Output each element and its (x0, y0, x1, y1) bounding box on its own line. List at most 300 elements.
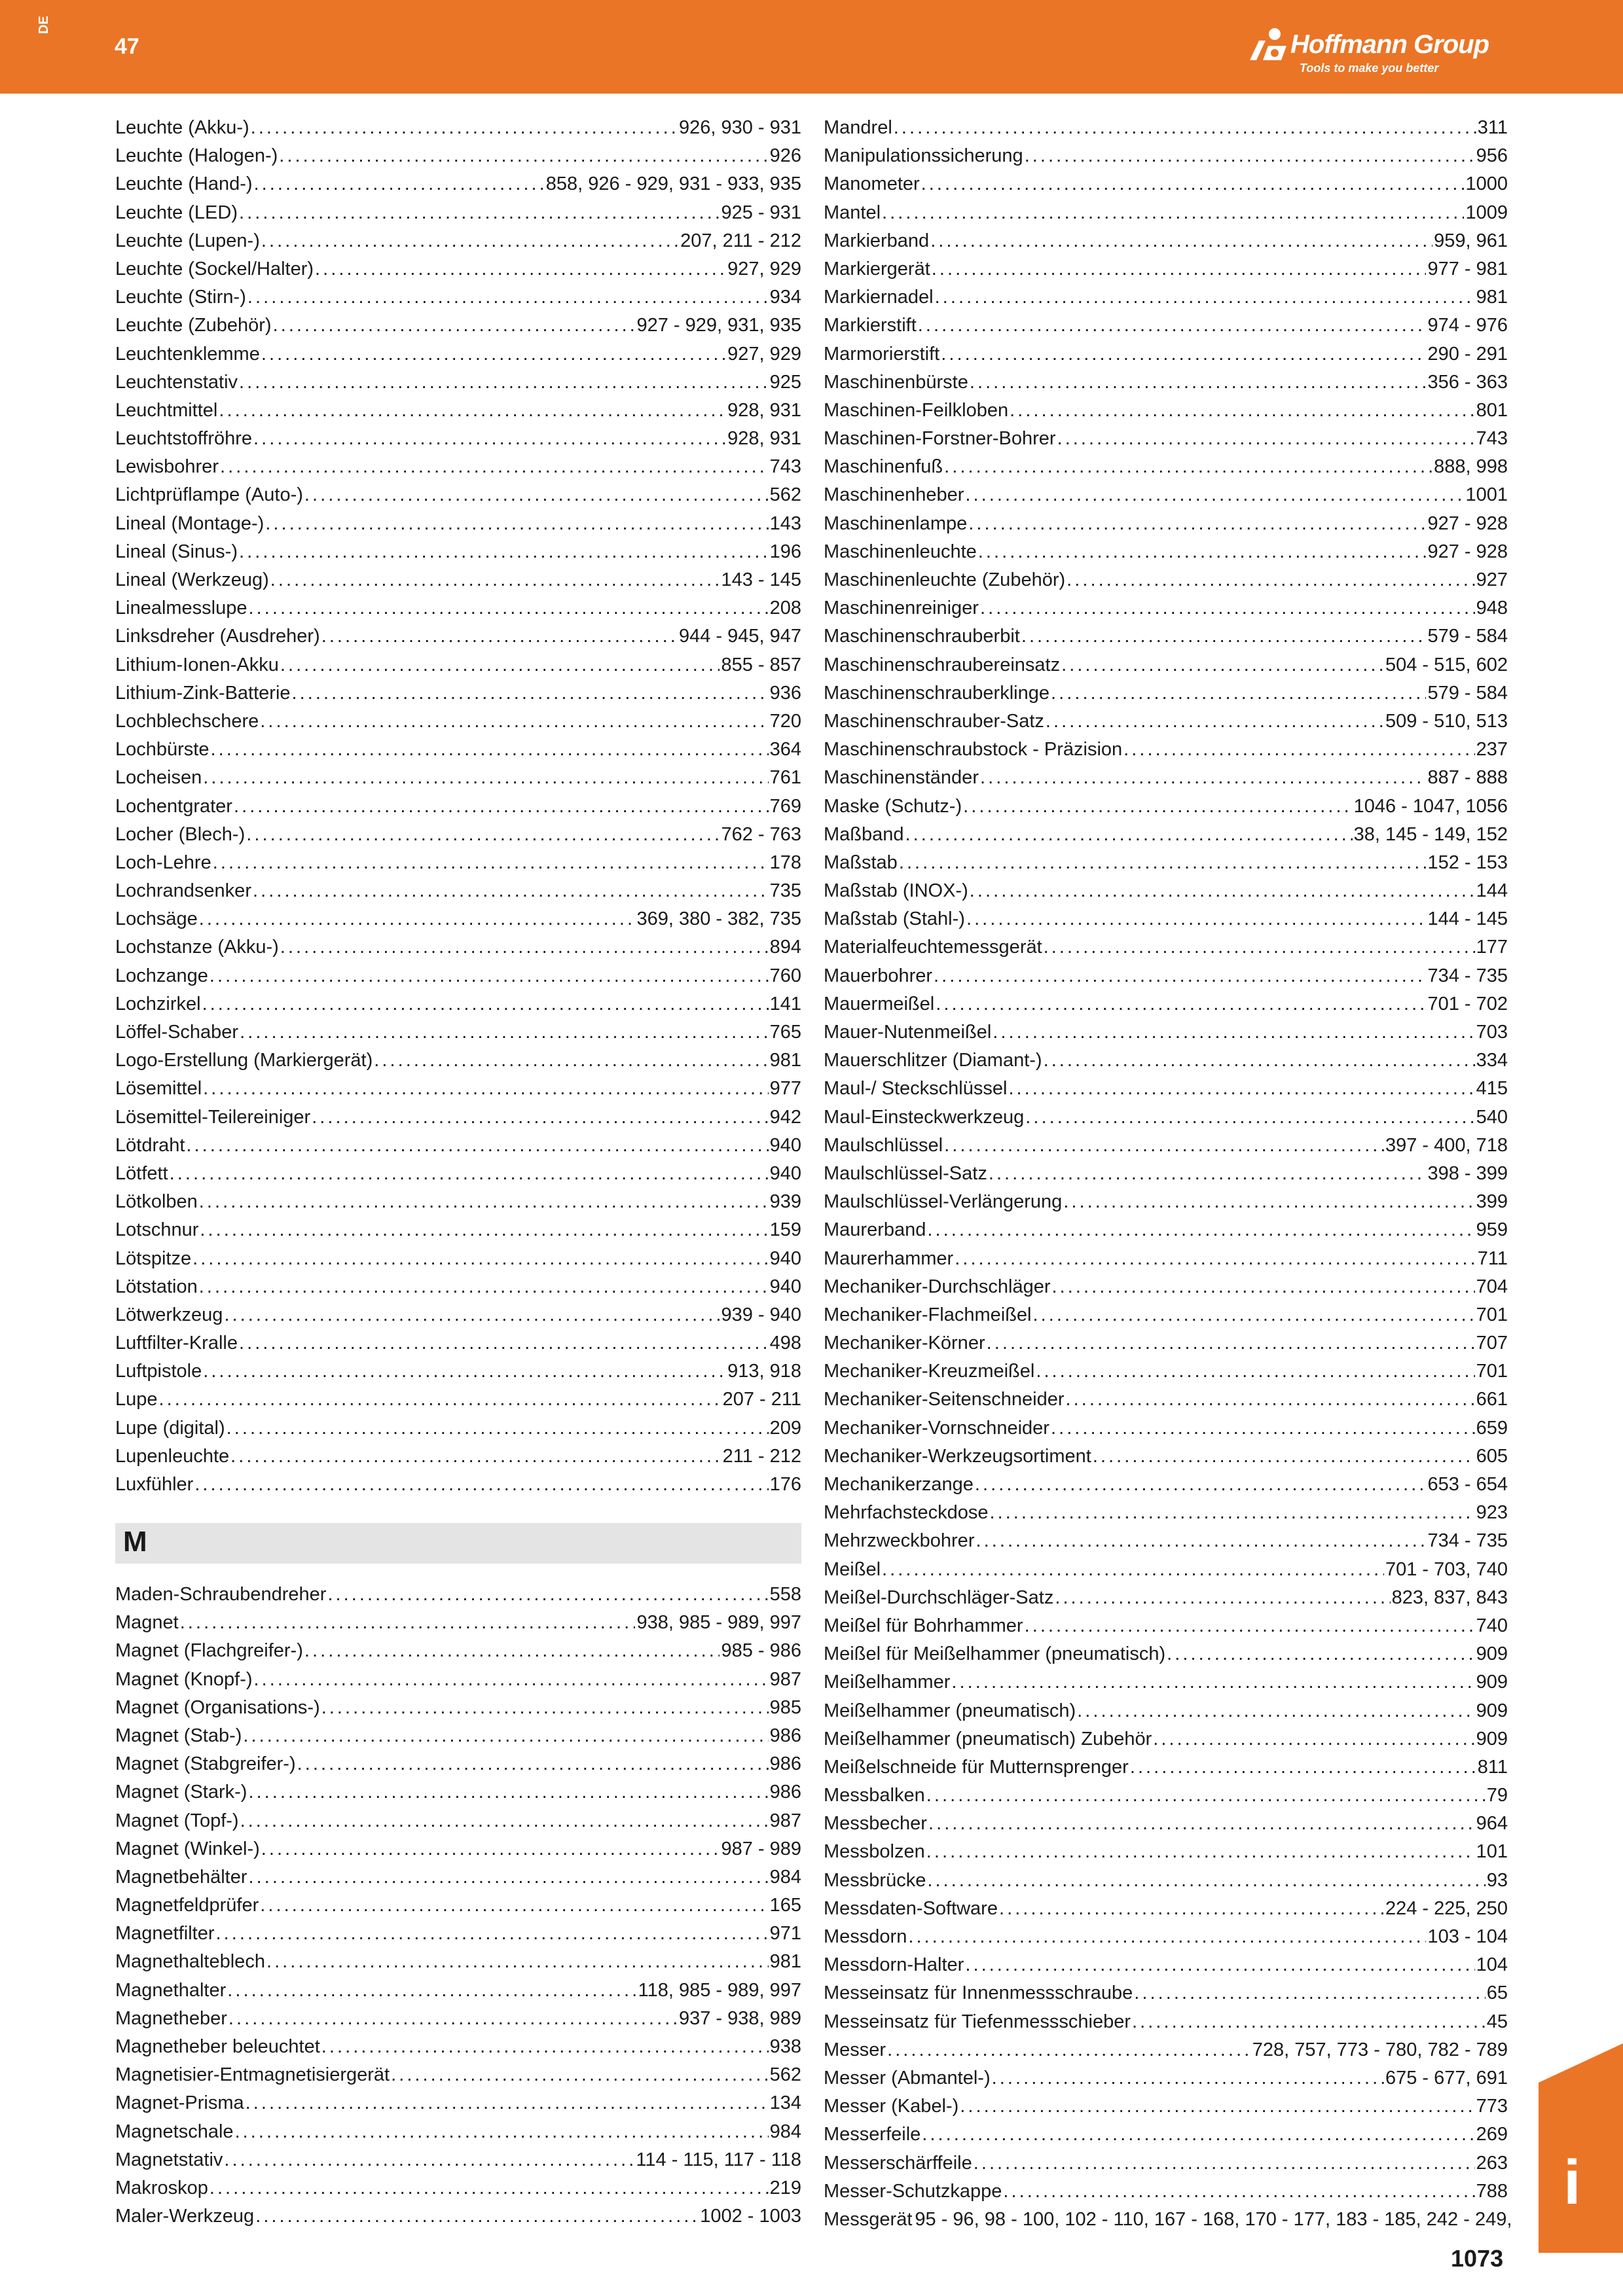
entry-pages: 987 (769, 1668, 801, 1690)
index-entry (115, 255, 801, 283)
dot-leader (254, 170, 545, 198)
entry-pages: 504 - 515, 602 (1385, 654, 1508, 675)
index-entry (115, 793, 801, 821)
entry-term: Magnetfeldprüfer (115, 1895, 259, 1916)
entry-term: Maschinen-Forstner-Bohrer (824, 428, 1056, 450)
index-entry (115, 199, 801, 227)
dot-leader (894, 114, 1476, 142)
entry-term: Messdorn-Halter (824, 1954, 964, 1976)
entry-pages: 711 (1477, 1247, 1508, 1269)
entry-term: Makroskop (115, 2177, 208, 2198)
entry-pages: 558 (769, 1584, 801, 1605)
entry-term: Linealmesslupe (115, 598, 247, 619)
index-entry (824, 708, 1508, 736)
entry-pages: 141 (769, 993, 801, 1014)
entry-pages: 926 (769, 145, 801, 167)
entry-pages: 944 - 945, 947 (678, 626, 801, 647)
entry-term: Maschinenschrauberklinge (824, 682, 1049, 704)
index-entry (115, 990, 801, 1018)
index-entry (824, 1782, 1508, 1810)
entry-term: Magnet (Topf-) (115, 1810, 239, 1831)
info-tab (1539, 2043, 1623, 2253)
entry-term: Maschinenleuchte (Zubehör) (824, 569, 1066, 590)
dot-leader (239, 368, 769, 397)
index-entry (115, 1892, 801, 1920)
index-entry (115, 2146, 801, 2174)
dot-leader (976, 1527, 1426, 1555)
entry-pages: 986 (769, 1782, 801, 1803)
entry-pages: 959, 961 (1434, 230, 1508, 251)
index-entry (824, 1979, 1508, 2007)
dot-leader (960, 2092, 1474, 2121)
index-entry (115, 340, 801, 368)
index-entry (824, 1895, 1508, 1923)
dot-leader (926, 1782, 1486, 1810)
entry-term: Mechaniker-Flachmeißel (824, 1304, 1032, 1325)
index-entry (115, 283, 801, 312)
dot-leader (220, 453, 769, 481)
dot-leader (1036, 1357, 1474, 1386)
entry-term: Leuchte (Zubehör) (115, 315, 272, 336)
dot-leader (261, 227, 679, 255)
entry-term: Meißel (824, 1558, 881, 1580)
index-entry (824, 1923, 1508, 1951)
index-entry (824, 255, 1508, 283)
dot-leader (202, 990, 769, 1018)
entry-term: Mandrel (824, 117, 892, 138)
index-entry (824, 1301, 1508, 1329)
entry-term: Lewisbohrer (115, 456, 219, 478)
index-entry (115, 1216, 801, 1244)
dot-leader (224, 2146, 634, 2174)
dot-leader (304, 481, 769, 509)
dot-leader (1066, 1386, 1475, 1414)
index-entry (115, 1018, 801, 1047)
entry-pages: 177 (1476, 937, 1508, 958)
index-entry (824, 1725, 1508, 1753)
entry-pages: 940 (769, 1134, 801, 1156)
dot-leader (1051, 679, 1426, 708)
dot-leader (251, 114, 678, 142)
entry-pages: 956 (1476, 145, 1508, 167)
index-entry (115, 1835, 801, 1863)
index-entry (824, 1527, 1508, 1555)
dot-leader (228, 2005, 678, 2033)
entry-pages: 562 (769, 2064, 801, 2086)
entry-term: Maul-/ Steckschlüssel (824, 1078, 1008, 1100)
entry-term: Leuchte (Sockel/Halter) (115, 258, 314, 279)
index-entry (824, 1216, 1508, 1244)
dot-leader (239, 538, 769, 566)
entry-pages: 720 (769, 710, 801, 732)
dot-leader (1021, 622, 1427, 651)
entry-pages: 974 - 976 (1427, 315, 1508, 336)
entry-term: Lichtprüflampe (Auto-) (115, 484, 303, 506)
entry-pages: 207 - 211 (722, 1389, 801, 1410)
entry-term: Messbolzen (824, 1841, 925, 1863)
dot-leader (203, 764, 768, 792)
logo-tagline: Tools to make you better (1300, 62, 1439, 75)
index-entry (115, 1160, 801, 1188)
dot-leader (975, 1471, 1427, 1499)
dot-leader (1044, 1047, 1475, 1075)
dot-leader (254, 1666, 769, 1694)
index-entry (824, 1612, 1508, 1640)
entry-pages: 118, 985 - 989, 997 (638, 1979, 801, 2001)
entry-term: Leuchte (Lupen-) (115, 230, 260, 251)
logo-name: Hoffmann Group (1290, 30, 1489, 59)
entry-pages: 208 (769, 598, 801, 619)
dot-leader (1063, 1188, 1474, 1216)
entry-pages: 934 (769, 287, 801, 308)
index-entry (824, 170, 1508, 198)
index-entry (824, 821, 1508, 849)
entry-pages: 735 (769, 880, 801, 902)
index-entry (115, 1722, 801, 1750)
index-entry (824, 1753, 1508, 1782)
index-entry (115, 877, 801, 905)
dot-leader (234, 793, 769, 821)
entry-term: Maßstab (824, 852, 898, 873)
index-entry (824, 1075, 1508, 1103)
dot-leader (935, 283, 1475, 312)
entry-pages: 1001 (1465, 484, 1508, 506)
dot-leader (966, 905, 1427, 933)
entry-term: Mechaniker-Körner (824, 1333, 985, 1354)
index-entry (115, 2118, 801, 2146)
dot-leader (253, 425, 726, 453)
entry-pages: 498 (769, 1333, 801, 1354)
entry-term: Marmorierstift (824, 343, 940, 365)
dot-leader (219, 397, 726, 425)
entry-pages: 159 (769, 1219, 801, 1241)
entry-term: Messerfeile (824, 2124, 921, 2145)
entry-pages: 144 - 145 (1427, 908, 1508, 930)
entry-pages: 987 (769, 1810, 801, 1831)
dot-leader (273, 312, 636, 340)
index-entry (824, 227, 1508, 255)
dot-leader (315, 255, 726, 283)
entry-term: Maßstab (INOX-) (824, 880, 968, 902)
entry-term: Magnet-Prisma (115, 2092, 244, 2114)
entry-term: Manipulationssicherung (824, 145, 1023, 167)
index-entry (824, 1329, 1508, 1357)
entry-term: Mehrfachsteckdose (824, 1502, 989, 1524)
entry-pages: 987 - 989 (721, 1838, 801, 1859)
entry-pages: 1000 (1465, 173, 1508, 195)
entry-term: Leuchtmittel (115, 399, 218, 421)
dot-leader (1167, 1640, 1474, 1668)
entry-pages: 986 (769, 1725, 801, 1746)
entry-pages: 79 (1486, 1785, 1508, 1806)
entry-term: Mauer-Nutenmeißel (824, 1022, 992, 1043)
entry-term: Messdaten-Software (824, 1897, 998, 1919)
entry-pages: 65 (1486, 1982, 1508, 2004)
dot-leader (974, 2149, 1475, 2178)
entry-pages: 95 - 96, 98 - 100, 102 - 110, 167 - 168, 170 - 177, 183 - 185, 242 - 249, (915, 2208, 1512, 2230)
page-number-bottom: 1073 (1451, 2245, 1504, 2272)
dot-leader (199, 1188, 769, 1216)
index-entry (115, 227, 801, 255)
index-entry (115, 1103, 801, 1132)
index-entry (824, 1810, 1508, 1838)
entry-term: Locher (Blech-) (115, 823, 246, 845)
dot-leader (261, 340, 726, 368)
dot-leader (240, 1807, 769, 1835)
dot-leader (922, 2121, 1474, 2149)
index-column-left-m (115, 1581, 801, 2231)
entry-pages: 981 (769, 1050, 801, 1071)
entry-pages: 743 (769, 456, 801, 478)
index-entry (824, 1245, 1508, 1273)
dot-leader (270, 566, 720, 594)
index-entry (824, 1584, 1508, 1612)
entry-pages: 938 (769, 2036, 801, 2057)
entry-term: Lösemittel (115, 1078, 202, 1100)
entry-term: Maske (Schutz-) (824, 795, 962, 817)
dot-leader (194, 1471, 768, 1499)
index-entry (115, 1778, 801, 1806)
index-entry (115, 1188, 801, 1216)
entry-term: Messgerät (824, 2208, 913, 2230)
entry-term: Leuchtstoffröhre (115, 428, 253, 450)
index-entry (115, 510, 801, 538)
index-entry (115, 594, 801, 622)
section-letter: M (123, 1526, 147, 1558)
dot-leader (203, 1075, 768, 1103)
entry-pages: 984 (769, 1866, 801, 1888)
dot-leader (210, 2174, 769, 2202)
entry-pages: 740 (1476, 1615, 1508, 1636)
dot-leader (321, 2033, 769, 2061)
entry-term: Manometer (824, 173, 920, 195)
index-entry (824, 651, 1508, 679)
index-entry (824, 340, 1508, 368)
dot-leader (213, 849, 769, 877)
entry-pages: 939 (769, 1191, 801, 1213)
index-entry (824, 199, 1508, 227)
dot-leader (230, 1443, 721, 1471)
index-entry (115, 425, 801, 453)
entry-pages: 925 - 931 (721, 202, 801, 223)
entry-term: Lötspitze (115, 1247, 192, 1269)
entry-term: Magnetheber beleuchtet (115, 2036, 320, 2057)
index-entry (115, 2033, 801, 2061)
index-entry (115, 1920, 801, 1948)
entry-pages: 704 (1476, 1276, 1508, 1297)
index-entry (824, 594, 1508, 622)
entry-term: Lineal (Sinus-) (115, 541, 238, 562)
dot-leader (980, 764, 1426, 792)
entry-term: Maschinenheber (824, 484, 964, 506)
index-entry (115, 397, 801, 425)
entry-pages: 415 (1476, 1078, 1508, 1100)
entry-pages: 219 (769, 2177, 801, 2198)
dot-leader (249, 1863, 769, 1892)
index-entry (824, 1556, 1508, 1584)
entry-pages: 38, 145 - 149, 152 (1353, 823, 1508, 845)
dot-leader (246, 821, 720, 849)
entry-term: Mechanikerzange (824, 1474, 974, 1495)
index-entry (824, 933, 1508, 961)
entry-pages: 207, 211 - 212 (680, 230, 801, 251)
entry-pages: 237 (1476, 739, 1508, 761)
dot-leader (203, 1357, 726, 1386)
index-entry (824, 1640, 1508, 1668)
index-entry (824, 849, 1508, 877)
index-entry (115, 1357, 801, 1386)
index-entry (824, 2036, 1508, 2064)
dot-leader (987, 1329, 1475, 1357)
entry-pages: 144 (1476, 880, 1508, 902)
dot-leader (1130, 1753, 1476, 1782)
entry-pages: 579 - 584 (1427, 682, 1508, 704)
index-entry (824, 481, 1508, 509)
index-entry (115, 708, 801, 736)
entry-pages: 114 - 115, 117 - 118 (636, 2149, 801, 2170)
entry-term: Meißelhammer (pneumatisch) Zubehör (824, 1728, 1152, 1749)
entry-term: Magnet (Stabgreifer-) (115, 1753, 296, 1775)
index-entry (824, 1668, 1508, 1696)
index-entry (824, 1357, 1508, 1386)
dot-leader (227, 1977, 636, 2005)
index-entry (115, 764, 801, 792)
dot-leader (899, 849, 1427, 877)
entry-term: Mechaniker-Werkzeugsortiment (824, 1445, 1091, 1467)
index-entry (115, 1977, 801, 2005)
index-entry (115, 905, 801, 933)
entry-pages: 894 (769, 937, 801, 958)
index-entry (824, 2149, 1508, 2178)
dot-leader (944, 453, 1432, 481)
entry-pages: 703 (1476, 1022, 1508, 1043)
entry-pages: 211 - 212 (722, 1445, 801, 1467)
entry-term: Lochsäge (115, 908, 198, 930)
entry-pages: 986 (769, 1753, 801, 1775)
index-entry (824, 622, 1508, 651)
index-entry (824, 990, 1508, 1018)
dot-leader (321, 1694, 769, 1722)
entry-pages: 977 (769, 1078, 801, 1100)
entry-term: Lotschnur (115, 1219, 199, 1241)
entry-term: Messeinsatz für Tiefenmessschieber (824, 2011, 1131, 2032)
dot-leader (261, 1835, 720, 1863)
index-entry (115, 566, 801, 594)
dot-leader (927, 1216, 1474, 1244)
entry-pages: 909 (1476, 1728, 1508, 1749)
entry-term: Maulschlüssel-Satz (824, 1162, 987, 1184)
entry-pages: 927 - 928 (1427, 541, 1508, 562)
entry-pages: 675 - 677, 691 (1385, 2067, 1508, 2089)
entry-term: Magnetisier-Entmagnetisiergerät (115, 2064, 390, 2086)
entry-term: Luftfilter-Kralle (115, 1333, 238, 1354)
dot-leader (374, 1047, 768, 1075)
index-entry (115, 962, 801, 990)
index-entry (115, 1386, 801, 1414)
entry-pages: 196 (769, 541, 801, 562)
dot-leader (930, 227, 1432, 255)
dot-leader (321, 622, 678, 651)
dot-leader (304, 1637, 720, 1665)
dot-leader (200, 1216, 768, 1244)
dot-leader (255, 2202, 699, 2231)
index-entry (115, 114, 801, 142)
dot-leader (247, 283, 769, 312)
entry-pages: 701 (1476, 1304, 1508, 1325)
index-entry (115, 821, 801, 849)
entry-pages: 981 (769, 1951, 801, 1973)
entry-pages: 101 (1476, 1841, 1508, 1863)
entry-term: Luftpistole (115, 1361, 202, 1382)
entry-term: Lösemittel-Teilereiniger (115, 1106, 311, 1128)
index-entry (824, 1103, 1508, 1132)
dot-leader (253, 877, 769, 905)
entry-pages: 937 - 938, 989 (678, 2007, 801, 2029)
index-entry (824, 764, 1508, 792)
dot-leader (199, 905, 636, 933)
dot-leader (955, 1245, 1476, 1273)
dot-leader (279, 142, 768, 170)
entry-pages: 104 (1476, 1954, 1508, 1976)
entry-term: Maul-Einsteckwerkzeug (824, 1106, 1025, 1128)
dot-leader (970, 877, 1475, 905)
entry-term: Messbrücke (824, 1869, 926, 1891)
dot-leader (934, 962, 1426, 990)
entry-term: Maschinenfuß (824, 456, 943, 478)
dot-leader (993, 1018, 1474, 1047)
entry-term: Maschinen-Feilkloben (824, 399, 1009, 421)
index-entry (115, 2202, 801, 2231)
page-header (0, 0, 1623, 94)
index-entry (115, 1329, 801, 1357)
entry-pages: 936 (769, 682, 801, 704)
dot-leader (240, 1018, 769, 1047)
entry-term: Leuchte (Stirn-) (115, 287, 246, 308)
entry-pages: 959 (1476, 1219, 1508, 1241)
entry-pages: 369, 380 - 382, 735 (636, 908, 801, 930)
info-icon: i (1563, 2147, 1581, 2217)
index-entry (115, 1694, 801, 1722)
dot-leader (882, 199, 1464, 227)
dot-leader (936, 990, 1426, 1018)
entry-term: Mantel (824, 202, 881, 223)
entry-term: Markiergerät (824, 258, 930, 279)
dot-leader (1010, 397, 1475, 425)
index-entry (824, 679, 1508, 708)
entry-term: Löffel-Schaber (115, 1022, 239, 1043)
entry-pages: 938, 985 - 989, 997 (636, 1612, 801, 1634)
dot-leader (970, 368, 1427, 397)
entry-term: Mechaniker-Kreuzmeißel (824, 1361, 1035, 1382)
entry-pages: 263 (1476, 2152, 1508, 2174)
index-entry (824, 1160, 1508, 1188)
dot-leader (1057, 425, 1475, 453)
dot-leader (926, 1838, 1475, 1866)
entry-pages: 909 (1476, 1700, 1508, 1721)
entry-term: Magnet (Knopf-) (115, 1668, 253, 1690)
entry-term: Maulschlüssel-Verlängerung (824, 1191, 1063, 1213)
entry-term: Locheisen (115, 767, 202, 789)
entry-pages: 927 (1476, 569, 1508, 590)
index-entry (115, 1637, 801, 1665)
entry-term: Messbalken (824, 1785, 925, 1806)
dot-leader (1025, 1103, 1474, 1132)
dot-leader (1046, 708, 1384, 736)
dot-leader (992, 2064, 1384, 2092)
index-entry (115, 1948, 801, 1976)
dot-leader (882, 1556, 1384, 1584)
logo-icon (1247, 26, 1289, 63)
